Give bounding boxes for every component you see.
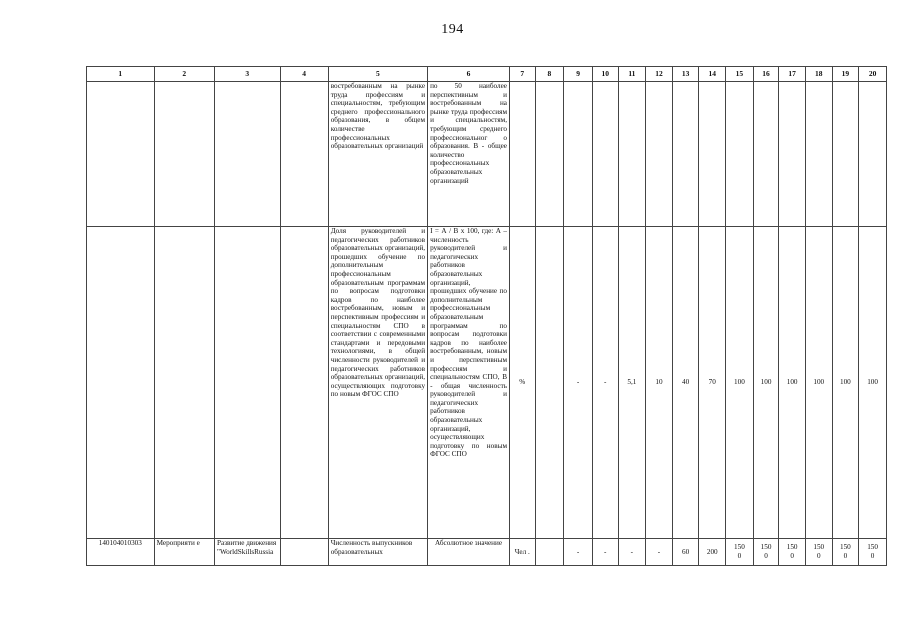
col-header: 9 <box>564 67 593 82</box>
value-cell: 40 <box>672 227 699 539</box>
table-cell <box>779 82 806 227</box>
value-cell: - <box>646 539 673 566</box>
value-cell: 100 <box>859 227 887 539</box>
table-cell <box>805 82 832 227</box>
value-line: 0 <box>790 552 794 560</box>
event-name-cell: Развитие движения "WorldSkillsRussia <box>215 539 281 566</box>
value-cell: - <box>564 227 593 539</box>
col-header: 15 <box>726 67 754 82</box>
value-line: 150 <box>734 543 745 552</box>
page-number: 194 <box>441 22 464 37</box>
col-header: 4 <box>280 67 328 82</box>
table-cell <box>215 82 281 227</box>
value-cell <box>726 539 754 566</box>
value-line: 0 <box>764 552 768 560</box>
table-cell <box>672 82 699 227</box>
col-header: 7 <box>510 67 536 82</box>
calculation-method-cell: по 50 наиболее перспективным и востребованным на рынке труда профессиям и специальностям, требующим среднего профессиональног о образования. В - общее количество профессиональных образовательных организаций <box>428 82 510 227</box>
indicator-name-cell: Численность выпускников образовательных <box>328 539 427 566</box>
code-cell: 140104010303 <box>87 539 155 566</box>
indicators-table <box>86 66 887 566</box>
calculation-method-cell: I = А / В х 100, где: А – численность руководителей и педагогических работников образовательных организаций, прошедших обучение по дополнительным профессиональным образовательным программам по вопросам подготовки кадров по наиболее востребованным, новым и перспективным профессиям и специальностям СПО, В - общая численность руководителей и педагогических работников образовательных организаций, осуществляющих подготовку по новым ФГОС СПО <box>428 227 510 539</box>
value-line: 0 <box>843 552 848 560</box>
indicator-name-cell: Доля руководителей и педагогических работников образовательных организаций, прошедших обучение по дополнительным профессиональным образовательным программам по вопросам подготовки кадров по наиболее востребованным, новым и перспективным профессиям и специальностям СПО в соответствии с современными стандартами и передовыми технологиями, в общей численности руководителей и педагогических работников образовательных организаций, осуществляющих подготовку по новым ФГОС СПО <box>328 227 427 539</box>
col-header: 16 <box>753 67 779 82</box>
value-line: 150 <box>786 543 798 552</box>
value-cell: - <box>618 539 646 566</box>
table-row <box>87 82 887 227</box>
table-row <box>87 539 887 566</box>
col-header: 2 <box>154 67 214 82</box>
col-header: 10 <box>592 67 618 82</box>
table-cell <box>753 82 779 227</box>
value-cell: 100 <box>779 227 806 539</box>
table-cell <box>510 82 536 227</box>
col-header: 1 <box>87 67 155 82</box>
value-line: 0 <box>870 552 875 560</box>
col-header: 13 <box>672 67 699 82</box>
table-cell <box>280 227 328 539</box>
value-cell: - <box>592 227 618 539</box>
value-cell <box>535 227 564 539</box>
col-header: 6 <box>428 67 510 82</box>
table-cell <box>646 82 673 227</box>
col-header: 5 <box>328 67 427 82</box>
table-cell <box>280 539 328 566</box>
value-cell: 200 <box>699 539 726 566</box>
table-cell <box>859 82 887 227</box>
value-cell <box>805 539 832 566</box>
value-cell <box>859 539 887 566</box>
table-row <box>87 227 887 539</box>
type-cell: Мероприяти е <box>154 539 214 566</box>
table-cell <box>154 82 214 227</box>
col-header: 12 <box>646 67 673 82</box>
col-header: 17 <box>779 67 806 82</box>
unit-cell: % <box>510 227 536 539</box>
value-cell: 70 <box>699 227 726 539</box>
header-row <box>87 67 887 82</box>
table-cell <box>280 82 328 227</box>
table-cell <box>87 82 155 227</box>
table-cell <box>618 82 646 227</box>
table-cell <box>699 82 726 227</box>
value-cell: 5,1 <box>618 227 646 539</box>
table-cell <box>535 82 564 227</box>
value-cell: 100 <box>832 227 859 539</box>
calculation-method-cell: Абсолютное значение <box>428 539 510 566</box>
indicator-name-cell: востребованным на рынке труда профессиям и специальностям, требующим среднего профессионального образования, в общем количестве профессиональных образовательных организаций <box>328 82 427 227</box>
value-cell <box>753 539 779 566</box>
table-cell <box>215 227 281 539</box>
table-cell <box>564 82 593 227</box>
value-line: 150 <box>813 543 825 552</box>
col-header: 20 <box>859 67 887 82</box>
table-cell <box>832 82 859 227</box>
col-header: 11 <box>618 67 646 82</box>
value-cell <box>832 539 859 566</box>
value-cell: - <box>564 539 593 566</box>
value-line: 150 <box>867 543 878 552</box>
value-cell <box>779 539 806 566</box>
value-line: 0 <box>816 552 821 560</box>
unit-cell: Чел . <box>510 539 536 566</box>
value-line: 150 <box>760 543 772 552</box>
value-cell: 10 <box>646 227 673 539</box>
table-cell <box>592 82 618 227</box>
value-cell: 100 <box>753 227 779 539</box>
value-cell: 100 <box>805 227 832 539</box>
table-cell <box>726 82 754 227</box>
value-cell <box>535 539 564 566</box>
table-cell <box>154 227 214 539</box>
col-header: 14 <box>699 67 726 82</box>
value-line: 150 <box>839 543 851 552</box>
col-header: 18 <box>805 67 832 82</box>
value-cell: - <box>592 539 618 566</box>
table-cell <box>87 227 155 539</box>
value-cell: 60 <box>672 539 699 566</box>
col-header: 3 <box>215 67 281 82</box>
col-header: 19 <box>832 67 859 82</box>
value-line: 0 <box>737 552 742 560</box>
value-cell: 100 <box>726 227 754 539</box>
col-header: 8 <box>535 67 564 82</box>
